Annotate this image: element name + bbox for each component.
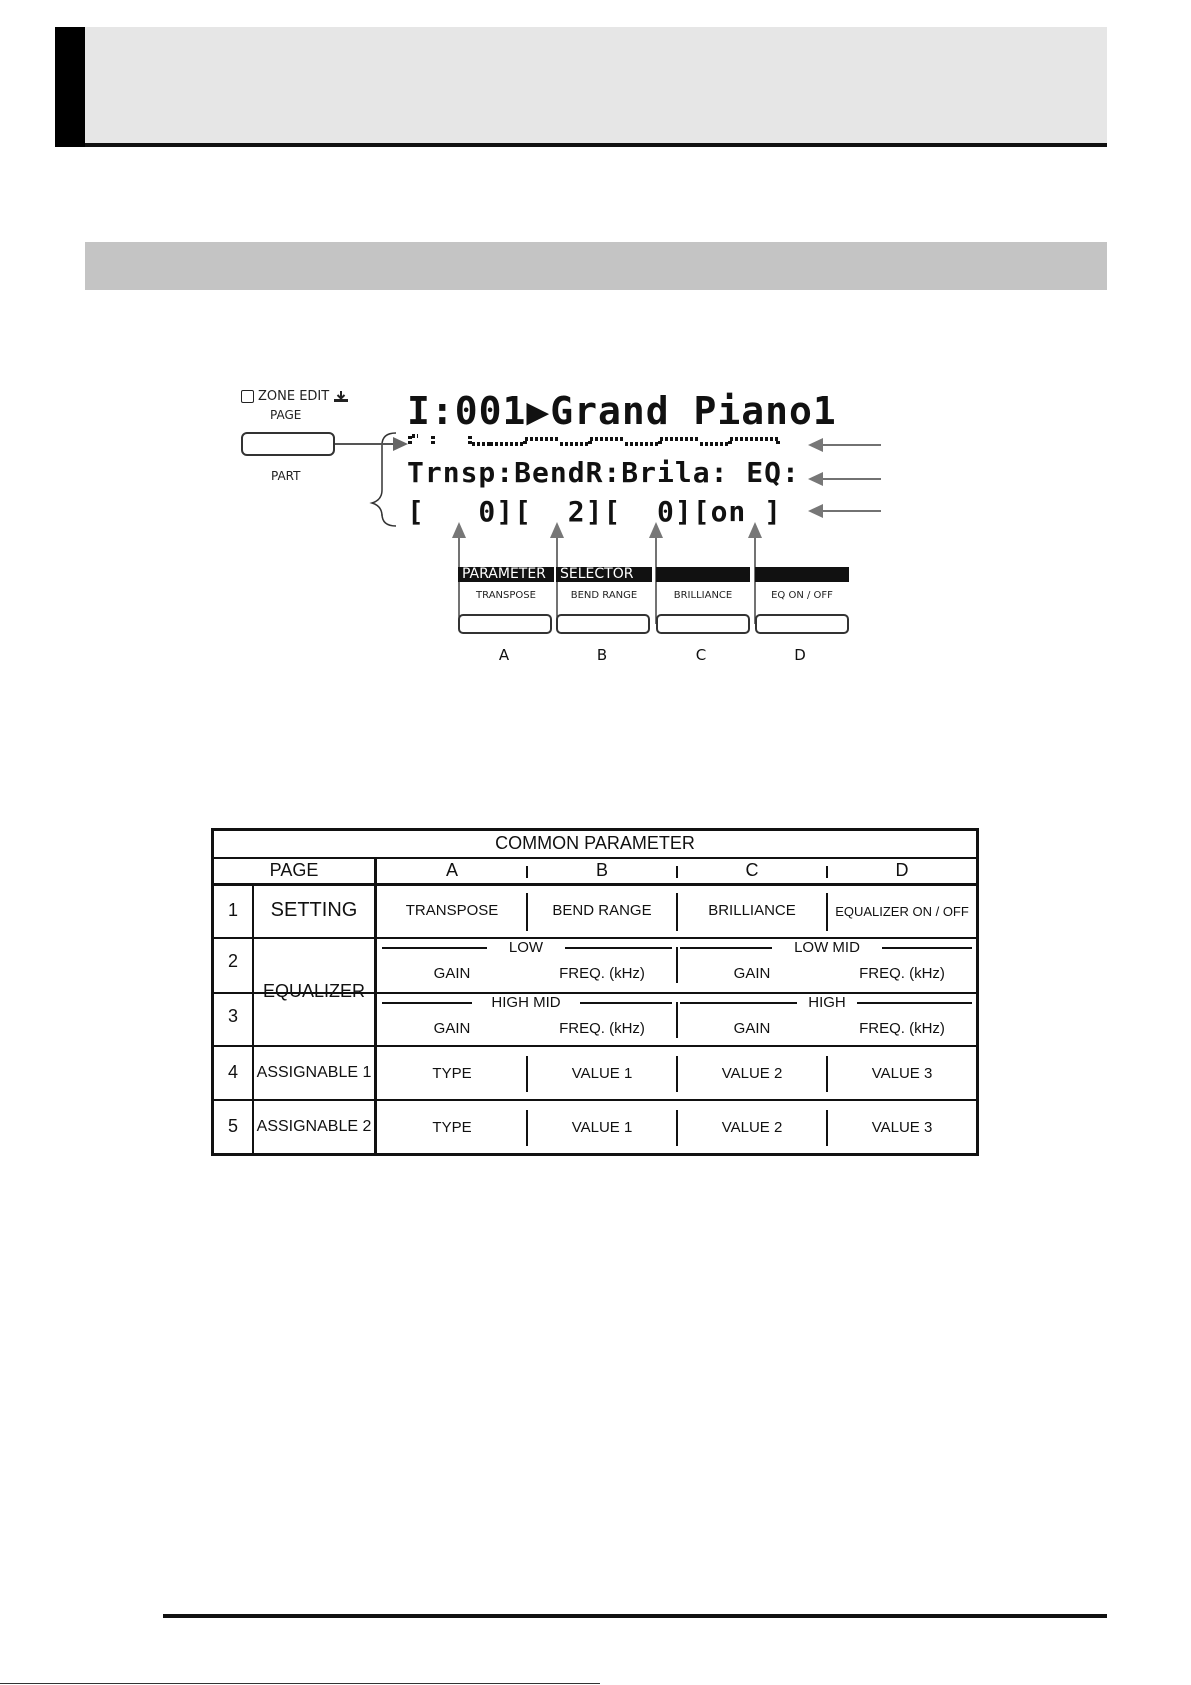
cell-freq: FREQ. (kHz): [559, 1020, 645, 1037]
row-number-1: 1: [227, 900, 238, 920]
table-rule: [214, 1099, 976, 1101]
cell-brilliance: BRILLIANCE: [708, 902, 796, 919]
column-tick: [526, 866, 528, 878]
footer-rule: [163, 1614, 1107, 1618]
table-rule: [214, 857, 976, 859]
letter-d: D: [794, 646, 806, 664]
table-rule: [252, 886, 254, 1153]
cell-value-2: VALUE 2: [721, 1065, 783, 1082]
cell-divider: [676, 1110, 678, 1146]
cell-divider: [526, 1056, 528, 1092]
lcd-line-3: Trnsp:BendR:Brila: EQ:: [407, 456, 800, 489]
zone-edit-text: ZONE EDIT: [258, 389, 330, 404]
cell-equalizer-on-off: EQUALIZER ON / OFF: [835, 904, 969, 919]
row-number-3: 3: [227, 1006, 238, 1026]
table-header-d: D: [895, 860, 909, 880]
row-page-assignable-2: ASSIGNABLE 2: [256, 1118, 372, 1135]
cell-gain: GAIN: [433, 1020, 471, 1037]
cell-gain: GAIN: [733, 1020, 771, 1037]
lcd-line-1: I:001▶Grand Piano1: [407, 389, 837, 433]
cell-divider: [826, 1056, 828, 1092]
cell-divider: [826, 893, 828, 931]
cell-divider: [526, 1110, 528, 1146]
cell-value-1: VALUE 1: [571, 1065, 633, 1082]
cell-value-2: VALUE 2: [721, 1119, 783, 1136]
letter-b: B: [596, 646, 608, 664]
cell-divider: [676, 1056, 678, 1092]
table-rule: [214, 1045, 976, 1047]
row-number-2: 2: [227, 951, 238, 971]
function-name-bend-range: BEND RANGE: [570, 590, 638, 601]
cell-gain: GAIN: [733, 965, 771, 982]
cell-freq: FREQ. (kHz): [559, 965, 645, 982]
column-tick: [826, 866, 828, 878]
brace-shape: [372, 433, 396, 526]
function-header-blank-c: [656, 567, 750, 582]
cell-type: TYPE: [432, 1119, 472, 1136]
row-page-equalizer: EQUALIZER: [262, 981, 366, 1001]
row-page-assignable-1: ASSIGNABLE 1: [256, 1064, 372, 1081]
right-arrow-head-1: [808, 438, 823, 452]
function-button-d[interactable]: [755, 614, 849, 634]
table-header-b: B: [595, 860, 608, 880]
cell-transpose: TRANSPOSE: [405, 902, 499, 919]
right-arrow-head-2: [808, 472, 823, 486]
right-arrow-head-3: [808, 504, 823, 518]
footer-edge-rule: [0, 1683, 600, 1684]
common-parameter-table: [211, 828, 979, 1156]
cell-divider: [676, 893, 678, 931]
cell-divider: [526, 893, 528, 931]
page-arrow-head: [393, 437, 408, 451]
cell-gain: GAIN: [433, 965, 471, 982]
cell-freq: FREQ. (kHz): [859, 1020, 945, 1037]
table-header-a: A: [445, 860, 458, 880]
function-name-brilliance: BRILLIANCE: [673, 590, 733, 601]
lcd-level-bars: [410, 436, 778, 444]
function-button-a[interactable]: [458, 614, 552, 634]
row-number-4: 4: [227, 1062, 238, 1082]
letter-c: C: [695, 646, 707, 664]
table-header-page: PAGE: [269, 860, 319, 880]
cell-divider: [826, 1110, 828, 1146]
table-title: COMMON PARAMETER: [495, 833, 695, 853]
group-label-low-mid: LOW MID: [772, 939, 882, 956]
cell-value-3: VALUE 3: [871, 1119, 933, 1136]
letter-a: A: [498, 646, 510, 664]
row-number-5: 5: [227, 1116, 238, 1136]
lcd-line-4: [ 0][ 2][ 0][on ]: [407, 495, 783, 528]
cell-freq: FREQ. (kHz): [859, 965, 945, 982]
function-header-selector: SELECTOR: [556, 567, 652, 582]
row-page-setting: SETTING: [270, 899, 358, 921]
table-rule: [214, 883, 976, 886]
cell-value-1: VALUE 1: [571, 1119, 633, 1136]
part-label: PART: [271, 469, 301, 483]
function-button-c[interactable]: [656, 614, 750, 634]
function-header-blank-d: [755, 567, 849, 582]
cell-value-3: VALUE 3: [871, 1065, 933, 1082]
page-label: PAGE: [270, 408, 302, 422]
table-header-c: C: [745, 860, 759, 880]
function-name-transpose: TRANSPOSE: [476, 590, 536, 601]
function-button-b[interactable]: [556, 614, 650, 634]
cell-bend-range: BEND RANGE: [552, 902, 652, 919]
cell-type: TYPE: [432, 1065, 472, 1082]
column-tick: [676, 866, 678, 878]
group-label-high-mid: HIGH MID: [472, 994, 580, 1011]
group-label-high: HIGH: [797, 994, 857, 1011]
function-name-eq-on-off: EQ ON / OFF: [771, 590, 833, 601]
function-header-parameter: PARAMETER: [458, 567, 554, 582]
group-label-low: LOW: [487, 939, 565, 956]
